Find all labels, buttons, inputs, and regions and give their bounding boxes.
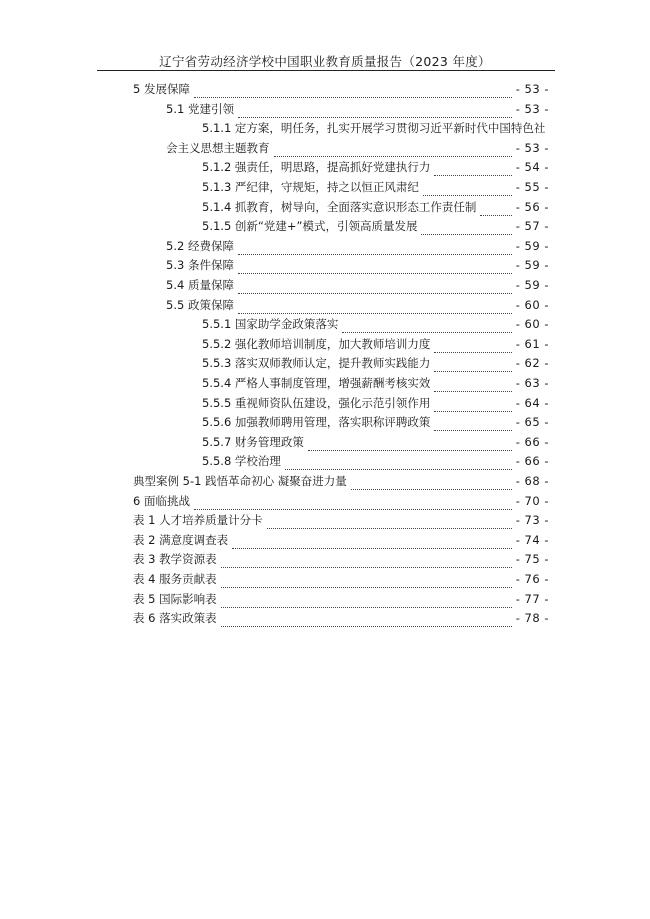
toc-entry-page: - 53 -	[515, 101, 549, 116]
toc-entry-page: - 57 -	[515, 219, 549, 234]
toc-entry-page: - 62 -	[515, 356, 549, 371]
toc-entry-page: - 59 -	[515, 258, 549, 273]
toc-entry-title: 表 4 服务贡献表	[133, 572, 217, 586]
toc-entry-page: - 64 -	[515, 395, 549, 410]
toc-entry-title: 5.1.2 强责任，明思路，提高抓好党建执行力	[202, 160, 431, 175]
toc-entry[interactable]	[133, 609, 549, 627]
toc-entry-page: - 77 -	[515, 591, 549, 606]
toc-dot-leader	[194, 84, 512, 98]
toc-dot-leader	[434, 398, 511, 412]
toc-dot-leader	[194, 496, 512, 510]
toc-entry-page: - 53 -	[515, 140, 549, 155]
toc-entry-title: 5.4 质量保障	[166, 278, 234, 292]
toc-entry-title: 表 3 教学资源表	[133, 552, 217, 567]
toc-entry-page: - 76 -	[515, 572, 549, 586]
toc-dot-leader	[238, 280, 512, 294]
toc-entry[interactable]	[166, 296, 549, 314]
toc-entry-page: - 73 -	[515, 513, 549, 528]
header-divider	[97, 70, 555, 71]
toc-entry-title: 5.1.3 严纪律，守规矩，持之以恒正风肃纪	[202, 180, 419, 194]
toc-entry[interactable]	[166, 276, 549, 294]
toc-dot-leader	[221, 574, 512, 588]
toc-entry-title: 典型案例 5-1 践悟革命初心 凝聚奋进力量	[133, 474, 347, 488]
toc-dot-leader	[421, 221, 511, 235]
toc-dot-leader	[434, 339, 511, 353]
toc-dot-leader	[221, 594, 512, 608]
toc-entry-title: 5.5.5 重视师资队伍建设，强化示范引领作用	[202, 395, 431, 410]
toc-entry[interactable]	[166, 139, 549, 157]
toc-entry[interactable]	[166, 256, 549, 274]
toc-entry-title: 5 发展保障	[133, 82, 190, 96]
toc-entry[interactable]	[202, 178, 549, 196]
toc-dot-leader	[434, 162, 511, 176]
toc-entry-title: 5.5.8 学校治理	[202, 454, 281, 469]
toc-dot-leader	[434, 358, 511, 372]
toc-dot-leader	[285, 456, 512, 470]
toc-entry-title: 5.5.7 财务管理政策	[202, 434, 304, 449]
toc-entry[interactable]	[202, 315, 549, 333]
toc-entry-title: 5.5.3 落实双师教师认定，提升教师实践能力	[202, 356, 431, 371]
toc-entry-title: 5.1.4 抓教育，树导向，全面落实意识形态工作责任制	[202, 199, 477, 214]
toc-dot-leader	[238, 300, 512, 314]
toc-dot-leader	[342, 319, 511, 333]
toc-entry-title: 表 5 国际影响表	[133, 591, 217, 606]
toc-entry-page: - 78 -	[515, 611, 549, 626]
toc-entry[interactable]	[202, 217, 549, 235]
toc-entry[interactable]	[202, 452, 549, 470]
toc-entry-first-line[interactable]	[202, 119, 549, 137]
toc-entry-title: 表 1 人才培养质量计分卡	[133, 513, 263, 528]
toc-entry-page: - 55 -	[515, 180, 549, 194]
toc-entry-page: - 68 -	[515, 474, 549, 488]
toc-entry-title: 5.5.6 加强教师聘用管理，落实职称评聘政策	[202, 415, 431, 430]
toc-entry-page: - 75 -	[515, 552, 549, 567]
toc-entry-title: 5.5.1 国家助学金政策落实	[202, 317, 339, 332]
toc-entry[interactable]	[133, 570, 549, 588]
toc-entry-title: 5.1 党建引领	[166, 101, 234, 116]
toc-entry-page: - 61 -	[515, 336, 549, 351]
toc-entry[interactable]	[202, 198, 549, 216]
toc-entry-title: 5.5.2 强化教师培训制度，加大教师培训力度	[202, 336, 431, 351]
toc-entry-page: - 66 -	[515, 434, 549, 449]
toc-entry-page: - 59 -	[515, 278, 549, 292]
toc-entry-title: 5.3 条件保障	[166, 258, 234, 273]
toc-entry-page: - 60 -	[515, 297, 549, 312]
toc-entry[interactable]	[202, 354, 549, 372]
toc-dot-leader	[238, 260, 512, 274]
toc-entry-page: - 53 -	[515, 82, 549, 96]
toc-entry[interactable]	[133, 531, 549, 549]
toc-entry[interactable]	[133, 590, 549, 608]
toc-entry-title: 会主义思想主题教育	[166, 140, 270, 155]
toc-dot-leader	[351, 476, 512, 490]
toc-entry[interactable]	[133, 80, 549, 98]
toc-entry-page: - 66 -	[515, 454, 549, 469]
toc-entry-title: 5.1.1 定方案，明任务，扎实开展学习贯彻习近平新时代中国特色社	[202, 121, 546, 136]
toc-entry-page: - 70 -	[515, 493, 549, 508]
toc-dot-leader	[434, 378, 511, 392]
toc-entry-page: - 54 -	[515, 160, 549, 175]
toc-entry-page: - 74 -	[515, 532, 549, 547]
toc-entry[interactable]	[202, 158, 549, 176]
toc-entry-page: - 63 -	[515, 376, 549, 390]
toc-dot-leader	[308, 437, 512, 451]
toc-entry-page: - 59 -	[515, 238, 549, 253]
toc-dot-leader	[232, 535, 512, 549]
toc-entry-page: - 65 -	[515, 415, 549, 430]
toc-entry[interactable]	[202, 394, 549, 412]
page-header: 辽宁省劳动经济学校中国职业教育质量报告（2023 年度）	[159, 54, 491, 69]
toc-entry-title: 5.2 经费保障	[166, 238, 234, 253]
toc-dot-leader	[238, 241, 512, 255]
toc-entry[interactable]	[202, 374, 549, 392]
toc-entry-page: - 56 -	[515, 199, 549, 214]
toc-dot-leader	[434, 417, 511, 431]
toc-dot-leader	[221, 613, 512, 627]
toc-entry-title: 6 面临挑战	[133, 493, 190, 508]
toc-entry-page: - 60 -	[515, 317, 549, 332]
toc-dot-leader	[423, 182, 512, 196]
toc-entry[interactable]	[133, 550, 549, 568]
toc-entry[interactable]	[133, 472, 549, 490]
toc-entry-title: 5.5 政策保障	[166, 297, 234, 312]
toc-entry[interactable]	[133, 511, 549, 529]
toc-entry[interactable]	[133, 492, 549, 510]
toc-dot-leader	[274, 143, 512, 157]
toc-entry[interactable]	[166, 237, 549, 255]
toc-dot-leader	[267, 515, 512, 529]
toc-entry-title: 表 6 落实政策表	[133, 611, 217, 626]
toc-entry[interactable]	[202, 433, 549, 451]
toc-entry-title: 5.1.5 创新“党建+”模式，引领高质量发展	[202, 219, 418, 234]
toc-entry-title: 表 2 满意度调查表	[133, 532, 229, 547]
toc-entry[interactable]	[202, 413, 549, 431]
toc-dot-leader	[238, 104, 512, 118]
toc-entry[interactable]	[166, 100, 549, 118]
toc-dot-leader	[480, 202, 511, 216]
toc-entry[interactable]	[202, 335, 549, 353]
toc-entry-title: 5.5.4 严格人事制度管理，增强薪酬考核实效	[202, 376, 431, 390]
toc-dot-leader	[221, 554, 512, 568]
